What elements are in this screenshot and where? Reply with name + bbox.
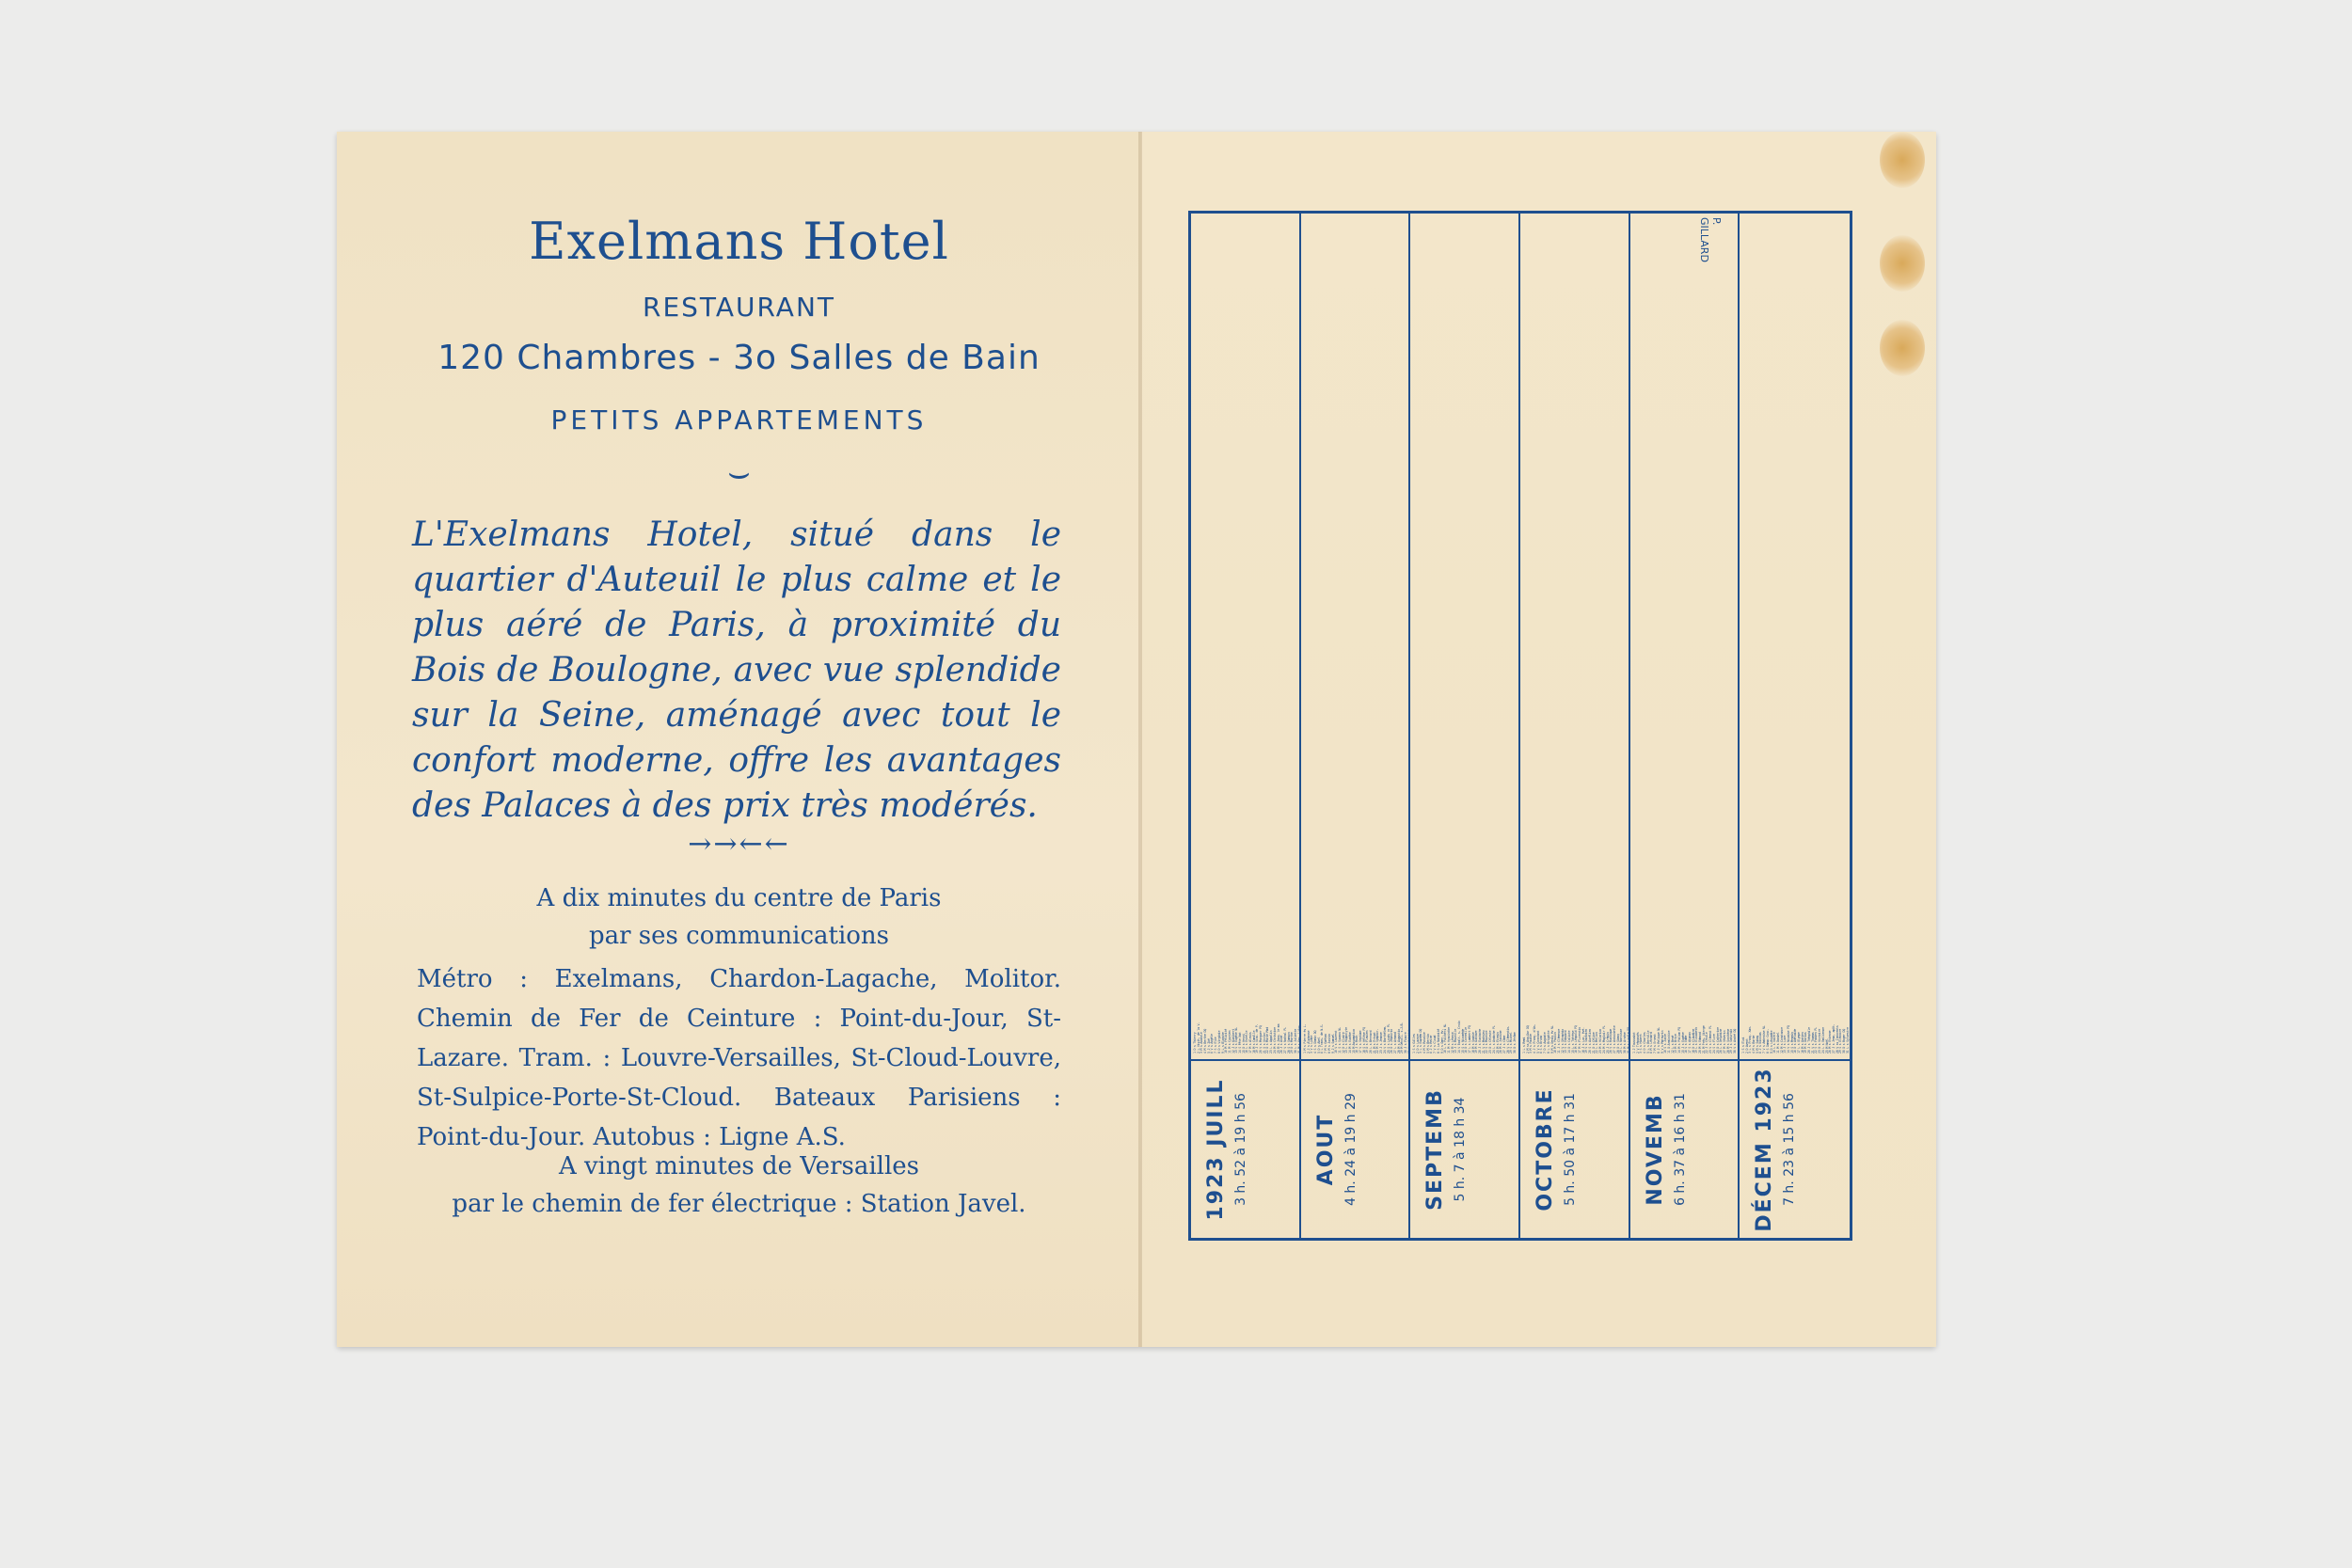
calendar-day: 30 D s Jérôme bbox=[1513, 1032, 1518, 1053]
calendar-day: 12 J s Gualbert bbox=[1231, 1029, 1235, 1053]
calendar-day: 13 L s Hippolyte bbox=[1343, 1027, 1348, 1053]
calendar-day: 18 J s Luc, évé. bbox=[1581, 1027, 1585, 1053]
calendar-day: 2 M ss Ang.Gar DQ bbox=[1525, 1025, 1530, 1053]
calendar-day: 29 S s Eléonore bbox=[1838, 1029, 1843, 1053]
calendar-day: 4 M s Berthe DQ bbox=[1203, 1029, 1208, 1053]
calendar-day: 28 M s Sosthène bbox=[1725, 1029, 1730, 1053]
calendar-day: 4 S s Domin DQ bbox=[1312, 1030, 1317, 1053]
calendar-day: 13 J s Maurille bbox=[1454, 1029, 1458, 1053]
calendar-day: 29 J s Saturnin bbox=[1728, 1029, 1733, 1053]
calendar-day: 16 J s Roch bbox=[1354, 1035, 1359, 1053]
calendar-day: 15 L s Thérèse bbox=[1570, 1030, 1575, 1053]
calendar-day: 1 M s Pierre ès L. bbox=[1302, 1023, 1307, 1053]
calendar-day: 28 D s Simon bbox=[1615, 1034, 1620, 1053]
day-list bbox=[1520, 216, 1633, 1053]
calendar-day: 4 M s Barbe bbox=[1752, 1035, 1756, 1053]
calendar-day: 17 S s Aignan bbox=[1687, 1032, 1692, 1053]
calendar-day: 21 V s Mathieu bbox=[1482, 1030, 1486, 1053]
calendar-day: 24 M s Christine bbox=[1272, 1027, 1277, 1053]
calendar-day: 21 D s Céline bbox=[1591, 1032, 1596, 1053]
calendar-day: 5 M s Sabas bbox=[1756, 1035, 1760, 1053]
calendar-day: 23 V s Clément PL bbox=[1708, 1025, 1712, 1053]
calendar-day: 18 M s Sophie bbox=[1471, 1032, 1476, 1053]
calendar-day: 27 V s Nathal PL bbox=[1282, 1027, 1287, 1053]
calendar-day: 20 J s Théophile bbox=[1807, 1027, 1812, 1053]
stain-mark bbox=[1880, 320, 1925, 376]
arrow-ornament-icon: →→←← bbox=[688, 828, 790, 861]
distance-versailles bbox=[337, 1148, 1141, 1223]
calendar-day: 20 V s Marguer PQ bbox=[1259, 1025, 1263, 1053]
month-header bbox=[1520, 1059, 1630, 1238]
calendar-day: 17 L s Lambert PQ bbox=[1468, 1025, 1472, 1053]
calendar-day: 13 S s Edouard bbox=[1564, 1030, 1568, 1053]
calendar-day: 12 L s René bbox=[1670, 1035, 1675, 1053]
calendar-day: 10 L s Pulchéri NL bbox=[1443, 1023, 1448, 1053]
calendar-day: 29 M Décoll. s.J.B. bbox=[1399, 1022, 1404, 1053]
calendar-day: 10 S s Juste bbox=[1662, 1034, 1667, 1053]
stain-mark bbox=[1880, 132, 1925, 188]
calendar-day: 1 J Toussaint bbox=[1631, 1032, 1636, 1053]
calendar-day: 24 V s Barthélem. bbox=[1382, 1025, 1387, 1053]
calendar-day: 15 S s Nicomède bbox=[1460, 1029, 1465, 1053]
sun-times: 4 h. 24 à 19 h 29 bbox=[1343, 1093, 1359, 1206]
calendar-day: 2 J s Alphonse bbox=[1306, 1030, 1311, 1053]
calendar-day: 6 M s Léonard bbox=[1649, 1032, 1654, 1053]
calendar-day: 16 D s Corneille bbox=[1464, 1027, 1469, 1053]
calendar-day: 29 D s Marthe bbox=[1290, 1032, 1295, 1053]
calendar-day: 14 M s Eusèbe bbox=[1347, 1032, 1352, 1053]
calendar-day: 19 M s Darius bbox=[1804, 1032, 1808, 1053]
calendar-table bbox=[1188, 211, 1852, 1241]
distance-paris-line1: A dix minutes du centre de Paris bbox=[536, 884, 942, 912]
month-header bbox=[1410, 1059, 1520, 1238]
calendar-day: 30 L s Juliette bbox=[1293, 1029, 1297, 1053]
ornament-icon: ⌣ bbox=[726, 451, 751, 493]
sun-times: 5 h. 50 à 17 h 31 bbox=[1563, 1093, 1578, 1206]
calendar-day: 9 V s Mathurin bbox=[1660, 1030, 1664, 1053]
calendar-day: 14 D s Calixte bbox=[1566, 1030, 1571, 1053]
calendar-day: 9 L s Blanche bbox=[1220, 1032, 1225, 1053]
calendar-day: 8 S La Nativité bbox=[1437, 1029, 1441, 1053]
calendar-day: 7 M s Gaétan bbox=[1323, 1034, 1327, 1053]
month-name: NOVEMB bbox=[1643, 1093, 1667, 1206]
calendar-day: 23 L s Appolin bbox=[1269, 1030, 1274, 1053]
calendar-day: 3 M s Fauste bbox=[1529, 1034, 1534, 1053]
calendar-day: 6 J s Reine bbox=[1429, 1035, 1434, 1053]
calendar-day: 5 D s Abel bbox=[1316, 1037, 1321, 1053]
calendar-day: 20 J s Eustache bbox=[1478, 1029, 1483, 1053]
calendar-day: 8 J s Relique NL bbox=[1656, 1027, 1661, 1053]
calendar-day: 21 S s Victor bbox=[1262, 1032, 1266, 1053]
calendar-day: 4 J s Franç. d'As. bbox=[1533, 1023, 1537, 1053]
calendar-day: 8 D s Virginie bbox=[1216, 1030, 1221, 1053]
day-list bbox=[1301, 216, 1414, 1053]
calendar-day: 8 L s Brigitte bbox=[1546, 1030, 1550, 1053]
calendar-day: 2 V Trépassés bbox=[1635, 1032, 1640, 1053]
calendar-day: 21 M Prés. Vierge bbox=[1701, 1025, 1706, 1053]
calendar-day: 1 L s Remi bbox=[1522, 1037, 1526, 1053]
calendar-day: 27 J s Jean, apôt. bbox=[1832, 1023, 1836, 1053]
calendar-day: 25 D s Catherine bbox=[1715, 1027, 1720, 1053]
calendar-day: 13 J s Luce bbox=[1783, 1035, 1788, 1053]
calendar-day: 12 D s Claire bbox=[1341, 1032, 1345, 1053]
calendar-day: 1 S s Gilles bbox=[1412, 1034, 1417, 1053]
calendar-day: 8 M s Justin bbox=[1327, 1034, 1331, 1053]
month-name: DÉCEM 1923 bbox=[1753, 1067, 1777, 1232]
calendar-month-column bbox=[1520, 214, 1630, 1238]
calendar-day: 22 L s Mellon bbox=[1595, 1032, 1599, 1053]
calendar-day: 5 V s Constant bbox=[1535, 1030, 1540, 1053]
calendar-day: 15 D s Henri bbox=[1241, 1034, 1246, 1053]
calendar-day: 3 M s Anatole bbox=[1200, 1032, 1204, 1053]
day-list bbox=[1191, 216, 1304, 1053]
calendar-day: 18 D s Claudine bbox=[1691, 1029, 1695, 1053]
calendar-day: 31 L s Sylvestre bbox=[1845, 1027, 1850, 1053]
calendar-day: 7 V s Cloud bbox=[1433, 1035, 1438, 1053]
month-header bbox=[1301, 1059, 1411, 1238]
calendar-day: 7 D s Auguste bbox=[1543, 1032, 1548, 1053]
calendar-day: 31 M s Ger. l'Aux. bbox=[1296, 1023, 1301, 1053]
calendar-day: 22 M s Symphor. bbox=[1375, 1029, 1380, 1053]
calendar-month-column bbox=[1740, 214, 1850, 1238]
month-name: AOUT bbox=[1313, 1113, 1338, 1186]
distance-versailles-line1: A vingt minutes de Versailles bbox=[558, 1152, 920, 1180]
calendar-day: 19 L s Elisabeth bbox=[1694, 1027, 1699, 1053]
calendar-day: 27 L s Armand bbox=[1392, 1032, 1397, 1053]
calendar-day: 24 M s Magloir PL bbox=[1601, 1025, 1606, 1053]
calendar-day: 10 M s Paulin bbox=[1553, 1032, 1558, 1053]
calendar-day: 17 L s Olympe bbox=[1797, 1032, 1802, 1053]
month-name: 1923 JUILL bbox=[1204, 1078, 1228, 1221]
calendar-day: 19 J s Vinc. de P. bbox=[1255, 1023, 1260, 1053]
calendar-day: 26 J s Anne bbox=[1279, 1035, 1284, 1053]
calendar-day: 30 J s Fiacre bbox=[1403, 1032, 1407, 1053]
calendar-day: 31 M s Lucile DQ bbox=[1626, 1027, 1630, 1053]
calendar-day: 20 M s Edmond bbox=[1697, 1032, 1702, 1053]
calendar-day: 12 M s Constance bbox=[1779, 1027, 1784, 1053]
calendar-day: 25 M s Firmin bbox=[1495, 1032, 1500, 1053]
sun-times: 3 h. 52 à 19 h 56 bbox=[1233, 1093, 1248, 1206]
calendar-day: 6 S s Bruno bbox=[1539, 1035, 1544, 1053]
printer-signature: P. GILLARD bbox=[1698, 217, 1724, 262]
calendar-day: 11 M s Cyprien bbox=[1227, 1030, 1232, 1053]
calendar-day: 7 V s Ambroise NL bbox=[1762, 1025, 1767, 1053]
calendar-day: 28 V ss Innocents bbox=[1835, 1025, 1839, 1053]
calendar-day: 23 D s Victoire bbox=[1818, 1029, 1822, 1053]
calendar-day: 9 J s Samuel bbox=[1330, 1034, 1335, 1053]
calendar-day: 27 S s Antoinette bbox=[1612, 1025, 1616, 1053]
calendar-day: 22 D s Marie Mad bbox=[1265, 1027, 1270, 1053]
calendar-day: 1 D s Thierry bbox=[1193, 1032, 1197, 1053]
calendar-month-column bbox=[1191, 214, 1301, 1238]
calendar-day: 11 D Armistice bbox=[1666, 1030, 1671, 1053]
calendar-day: 14 V s Nicaise PQ bbox=[1787, 1025, 1791, 1053]
calendar-day: 30 M s Arsène bbox=[1622, 1032, 1627, 1053]
calendar-day: 12 V s Séraphin bbox=[1560, 1029, 1565, 1053]
calendar-day: 20 L s Bernard bbox=[1368, 1030, 1373, 1053]
calendar-day: 4 M s Rosalie bbox=[1422, 1032, 1427, 1053]
calendar-day: 26 L s Delphine bbox=[1718, 1029, 1723, 1053]
calendar-day: 5 J s Zoé bbox=[1206, 1038, 1211, 1053]
calendar-day: 19 D s Flavien bbox=[1365, 1030, 1370, 1053]
restaurant-label: RESTAURANT bbox=[642, 292, 836, 323]
calendar-day: 17 V s Septime bbox=[1358, 1030, 1362, 1053]
calendar-day: 26 D s Zéphirin bbox=[1389, 1029, 1393, 1053]
calendar-day: 9 D s Omer, év. bbox=[1439, 1029, 1444, 1053]
sun-times: 7 h. 23 à 15 h 56 bbox=[1782, 1093, 1798, 1206]
calendar-day: 21 V s Thomas bbox=[1811, 1032, 1816, 1053]
hotel-title: Exelmans Hotel bbox=[529, 212, 949, 271]
calendar-day: 9 M s Denis év NL bbox=[1549, 1025, 1554, 1053]
calendar-day: 1 S s Eloi bbox=[1741, 1037, 1746, 1053]
calendar-day: 3 S s Hubert bbox=[1639, 1034, 1644, 1053]
sun-times: 5 h. 7 à 18 h 34 bbox=[1453, 1097, 1469, 1202]
calendar-day: 5 L s Bertille bbox=[1645, 1030, 1650, 1053]
calendar-day: 28 V s Clémentin. bbox=[1505, 1025, 1510, 1053]
calendar-day: 18 M s Camille bbox=[1251, 1030, 1256, 1053]
calendar-day: 13 M s Brice bbox=[1673, 1034, 1677, 1053]
month-header bbox=[1191, 1059, 1301, 1238]
sun-times: 6 h. 37 à 16 h 31 bbox=[1672, 1093, 1688, 1206]
calendar-day: 13 V s Eugène NL bbox=[1234, 1027, 1239, 1053]
calendar-day: 11 M s Daniel bbox=[1776, 1032, 1781, 1053]
calendar-day: 28 S s Samson bbox=[1286, 1032, 1291, 1053]
calendar-day: 14 V Exalt. s. Croix bbox=[1457, 1021, 1462, 1053]
calendar-day: 29 S s Michel bbox=[1509, 1032, 1514, 1053]
calendar-day: 10 V s Laurent bbox=[1333, 1030, 1338, 1053]
distance-paris-line2: par ses communications bbox=[588, 922, 890, 950]
card-fold bbox=[1138, 132, 1142, 1347]
distance-paris bbox=[337, 879, 1141, 955]
calendar-day: 8 S Immac Conc. bbox=[1766, 1029, 1771, 1053]
calendar-day: 25 M Noël bbox=[1824, 1038, 1829, 1053]
calendar-day: 15 M Assomption bbox=[1351, 1029, 1356, 1053]
left-panel bbox=[337, 132, 1141, 1347]
calendar-day: 16 L s Estelle bbox=[1245, 1030, 1249, 1053]
calendar-day: 27 J s Côme bbox=[1502, 1035, 1507, 1053]
calendar-day: 7 S s Elie bbox=[1214, 1037, 1218, 1053]
month-header bbox=[1630, 1059, 1740, 1238]
calendar-day: 27 M s Séverin bbox=[1722, 1030, 1726, 1053]
calendar-day: 9 D s Léocadie bbox=[1769, 1030, 1773, 1053]
calendar-day: 23 M s Hilarion bbox=[1598, 1029, 1603, 1053]
calendar-day: 22 S s Maurice bbox=[1485, 1030, 1489, 1053]
calendar-day: 15 S s Mesmin bbox=[1789, 1032, 1794, 1053]
calendar-day: 22 S s Fabien PL bbox=[1814, 1027, 1819, 1053]
calendar-day: 26 M s Justine bbox=[1499, 1030, 1503, 1053]
calendar-day: 21 M s Privat bbox=[1372, 1032, 1376, 1053]
calendar-day: 18 S s Hélène PQ bbox=[1361, 1027, 1366, 1053]
calendar-day: 10 M s Félicité bbox=[1224, 1029, 1229, 1053]
calendar-day: 6 L Trans. de N.S. bbox=[1320, 1023, 1325, 1053]
calendar-day: 23 D s Céleste bbox=[1488, 1030, 1493, 1053]
calendar-day: 2 D s Lazare bbox=[1416, 1034, 1421, 1053]
calendar-day: 16 M s Léopold PQ bbox=[1574, 1025, 1579, 1053]
calendar-day: 16 D s Adélaïde bbox=[1793, 1029, 1798, 1053]
calendar-day: 10 L s Valère bbox=[1772, 1032, 1777, 1053]
calendar-day: 30 V s André DQ bbox=[1732, 1029, 1737, 1053]
calendar-day: 30 D s Roger DQ bbox=[1842, 1029, 1847, 1053]
calendar-day: 28 M s Augustin bbox=[1396, 1029, 1401, 1053]
transport-info: Métro : Exelmans, Chardon-Lagache, Molitor. Chemin de Fer de Ceinture : Point-du-Jour, St-Lazare. Tram. : Louvre-Versailles, St-Cloud-Louvre, St-Sulpice-Porte-St-Cloud. Bateaux Parisiens : Point-du-Jour. Autobus : Ligne A.S. bbox=[417, 965, 1061, 1151]
calendar-day: 14 M s Philom PQ bbox=[1677, 1027, 1681, 1053]
calendar-day: 29 L s Narcisse bbox=[1619, 1029, 1624, 1053]
calendar-day: 2 D Avent bbox=[1745, 1038, 1750, 1053]
calendar-day: 3 V s Lydie bbox=[1310, 1035, 1314, 1053]
calendar-day: 26 M s Etienne bbox=[1828, 1030, 1833, 1053]
calendar-day: 22 J s Cécile bbox=[1705, 1032, 1709, 1053]
calendar-day: 11 J s Clémence bbox=[1556, 1029, 1561, 1053]
calendar-day: 31 V s Aristide bbox=[1406, 1029, 1411, 1053]
calendar-day: 18 M s Gatien bbox=[1801, 1032, 1805, 1053]
stain-mark bbox=[1880, 235, 1925, 292]
rooms-line: 120 Chambres - 3o Salles de Bain bbox=[437, 339, 1041, 377]
calendar-day: 20 S s Aurélien bbox=[1588, 1029, 1593, 1053]
day-list bbox=[1740, 216, 1852, 1053]
calendar-month-column bbox=[1301, 214, 1411, 1238]
calendar-day: 2 L Visit. de la V. bbox=[1196, 1022, 1200, 1053]
calendar-day: 19 M s Gustave bbox=[1474, 1030, 1479, 1053]
calendar-day: 7 M s Ernest bbox=[1652, 1034, 1657, 1053]
calendar-day: 3 L s Euphém DQ bbox=[1419, 1029, 1423, 1053]
calendar-day: 24 L s Emilienne bbox=[1821, 1027, 1826, 1053]
calendar-day: 11 M s Hyacinthe bbox=[1447, 1027, 1452, 1053]
calendar-day: 25 M s Jacq. le ma bbox=[1276, 1023, 1280, 1053]
month-name: OCTOBRE bbox=[1534, 1087, 1557, 1212]
calendar-day: 12 M s Léonce bbox=[1450, 1032, 1454, 1053]
calendar-month-column bbox=[1410, 214, 1520, 1238]
calendar-day: 14 S Fête Nat bbox=[1237, 1032, 1242, 1053]
calendar-day: 16 V s Edme bbox=[1683, 1035, 1688, 1053]
calendar-day: 3 L s Franç. Xav. bbox=[1748, 1025, 1753, 1053]
calendar-day: 19 V s Savinien bbox=[1584, 1029, 1589, 1053]
month-name: SEPTEMB bbox=[1423, 1088, 1448, 1211]
distance-versailles-line2: par le chemin de fer électrique : Station Javel. bbox=[452, 1190, 1026, 1218]
calendar-day: 25 J s Crépin bbox=[1605, 1032, 1610, 1053]
calendar-day: 15 J s Eugène bbox=[1680, 1032, 1685, 1053]
calendar-day: 17 M s Alexis bbox=[1248, 1032, 1252, 1053]
calendar-day: 4 D s Charles bbox=[1642, 1032, 1646, 1053]
calendar-day: 23 J s Jeanne bbox=[1378, 1032, 1383, 1053]
apartments-line: PETITS APPARTEMENTS bbox=[550, 404, 928, 436]
calendar-day: 25 S s Louis ro PL bbox=[1386, 1023, 1391, 1053]
hotel-description: L'Exelmans Hotel, situé dans le quartier d'Auteuil le plus calme et le plus aéré de Paris, à proximité du Bois de Boulogne, avec vue splendide sur la Seine, aménagé avec tout le confort moderne, offre les avantages des Palaces à des prix très modérés. bbox=[412, 515, 1061, 825]
calendar-day: 5 M s Bertin bbox=[1426, 1034, 1431, 1053]
calendar-day: 24 S s Flore bbox=[1711, 1034, 1716, 1053]
calendar-day: 6 J s Nicolas bbox=[1758, 1032, 1763, 1053]
calendar-day: 26 V s Rustique bbox=[1609, 1029, 1613, 1053]
calendar-day: 17 M s Florentin bbox=[1578, 1027, 1581, 1053]
calendar-day: 11 S s Suzann NL bbox=[1337, 1027, 1342, 1053]
day-list bbox=[1410, 216, 1523, 1053]
month-header bbox=[1740, 1059, 1850, 1238]
calendar-day: 24 L s Andoche PL bbox=[1492, 1025, 1497, 1053]
calendar-day: 6 V s Angèle bbox=[1210, 1034, 1215, 1053]
